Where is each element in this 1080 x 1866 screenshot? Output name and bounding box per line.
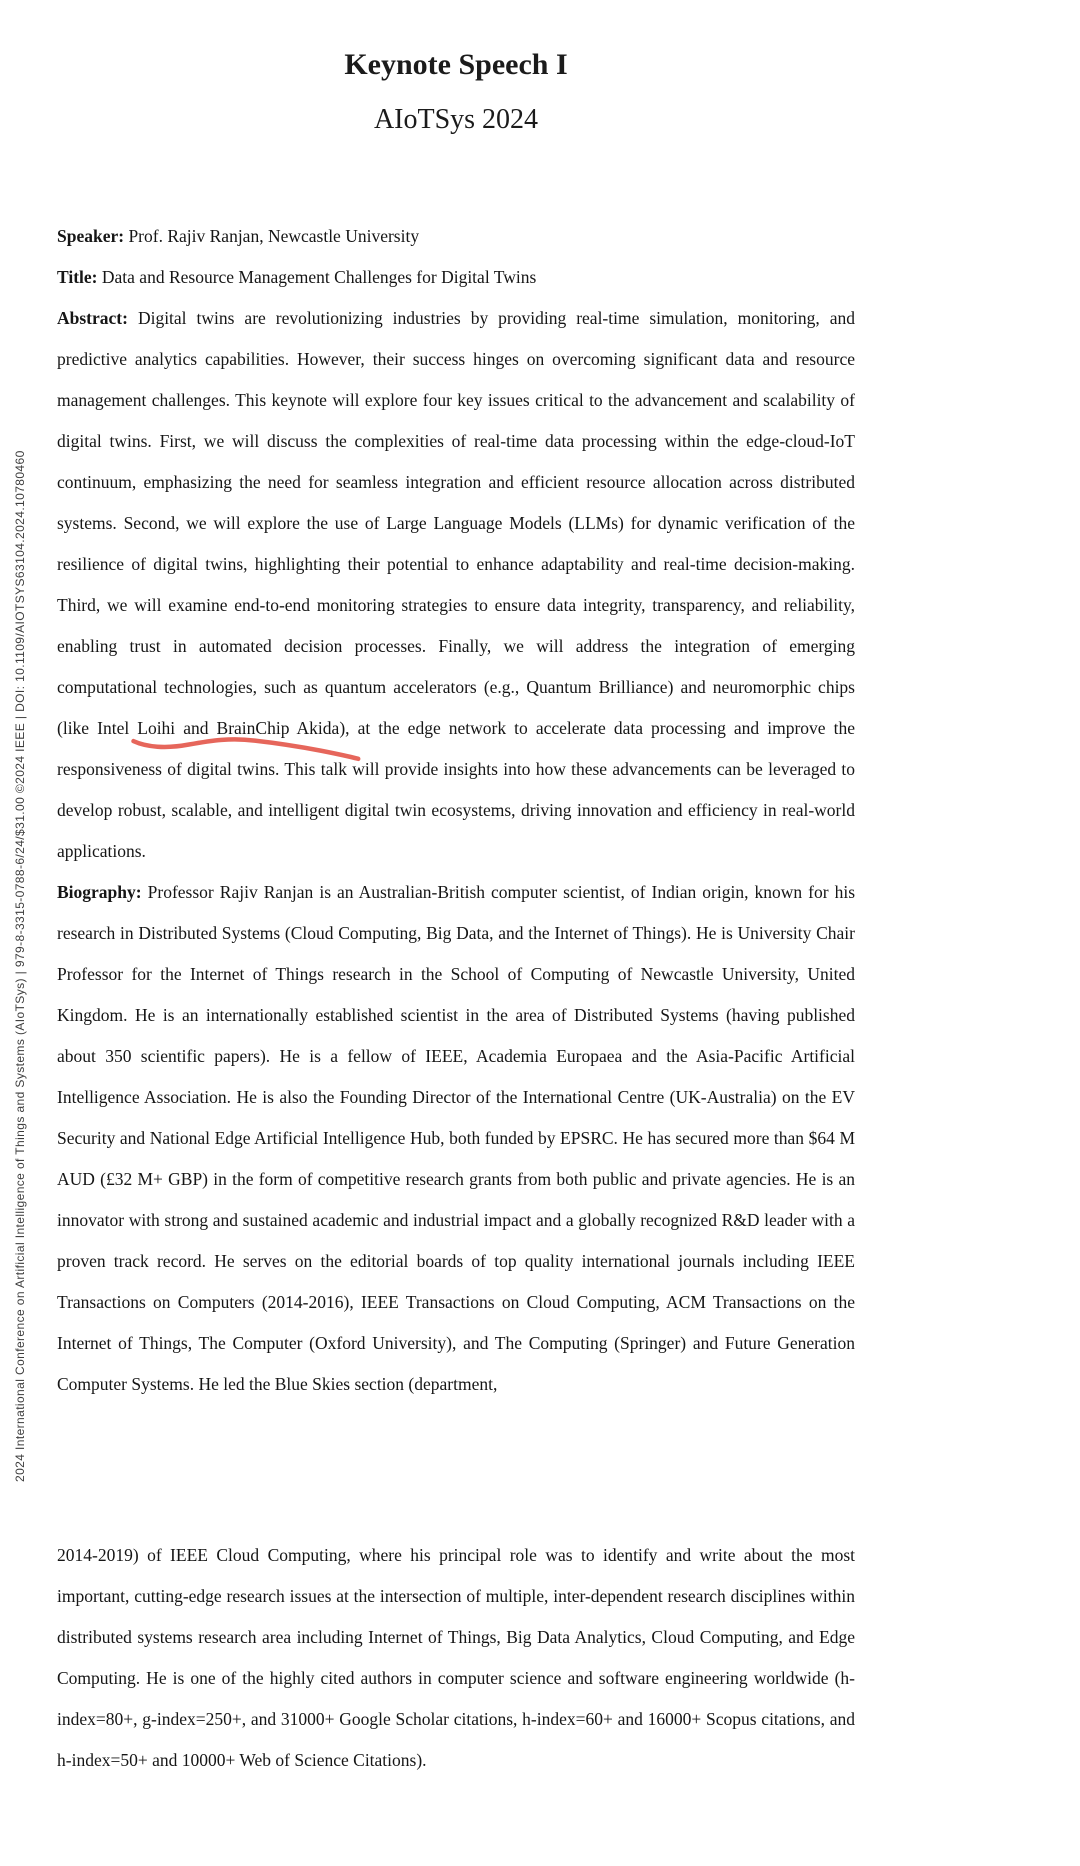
biography-label: Biography: [57,882,142,902]
talk-title-value: Data and Resource Management Challenges for Digital Twins [101,267,537,287]
marked-text: Loihi and BrainChip Akida [137,718,340,738]
red-underline-annotation-icon [131,735,363,761]
copyright-doi-sidebar: 2024 International Conference on Artificial Intelligence of Things and Systems (AIoTSys) | 979-8-3315-0788-6/24/$31.00 ©2024 IEEE | DOI: 10.1109/AIOTSYS63104.2024.10780460 [13,450,27,1482]
biography-paragraph [57,872,855,1405]
page-title: Keynote Speech I [344,48,568,81]
abstract-paragraph [57,298,855,872]
red-underlined-phrase [137,718,339,738]
page-subtitle: AIoTSys 2024 [373,104,539,135]
page-content [57,0,855,1781]
biography-text-page1: Professor Rajiv Ranjan is an Australian-British computer scientist, of Indian origin, known for his research in Distributed Systems (Cloud Computing, Big Data, and the Internet of Things). He is University Chair Professor for the Internet of Things research in the School of Computing of Newcastle University, United Kingdom. He is an internationally established scientist in the area of Distributed Systems (having published about 350 scientific papers). He is a fellow of IEEE, Academia Europaea and the Asia-Pacific Artificial Intelligence Association. He is also the Founding Director of the International Centre (UK-Australia) on the EV Security and National Edge Artificial Intelligence Hub, both funded by EPSRC. He has secured more than $64 M AUD (£32 M+ GBP) in the form of competitive research grants from both public and private agencies. He is an innovator with strong and sustained academic and industrial impact and a globally recognized R&D leader with a proven track record. He serves on the editorial boards of top quality international journals including IEEE Transactions on Computers (2014-2016), IEEE Transactions on Cloud Computing, ACM Transactions on the Internet of Things, The Computer (Oxford University), and The Computing (Springer) and Future Generation Computer Systems. He led the Blue Skies section (department, [57,882,856,1394]
talk-title-label: Title: [57,267,98,287]
biography-text-page2: 2014-2019) of IEEE Cloud Computing, where his principal role was to identify and write about the most important, cutting-edge research issues at the intersection of multiple, inter-dependent research disciplines within distributed systems research area including Internet of Things, Big Data Analytics, Cloud Computing, and Edge Computing. He is one of the highly cited authors in computer science and software engineering worldwide (h-index=80+, g-index=250+, and 31000+ Google Scholar citations, h-index=60+ and 16000+ Scopus citations, and h-index=50+ and 10000+ Web of Science Citations). [57,1545,855,1770]
talk-title-line [57,257,855,298]
biography-continuation-paragraph [57,1535,855,1781]
speaker-line [57,216,855,257]
abstract-text-after: ), at the edge network to accelerate data processing and improve the responsiveness of digital twins. This talk will provide insights into how these advancements can be leveraged to develop robust, scalable, and intelligent digital twin ecosystems, driving innovation and efficiency in real-world applications. [57,718,855,861]
speaker-value: Prof. Rajiv Ranjan, Newcastle University [128,226,420,246]
abstract-text-before: Digital twins are revolutionizing industries by providing real-time simulation, monitoring, and predictive analytics capabilities. However, their success hinges on overcoming significant data and resource management challenges. This keynote will explore four key issues critical to the advancement and scalability of digital twins. First, we will discuss the complexities of real-time data processing within the edge-cloud-IoT continuum, emphasizing the need for seamless integration and efficient resource allocation across distributed systems. Second, we will explore the use of Large Language Models (LLMs) for dynamic verification of the resilience of digital twins, highlighting their potential to enhance adaptability and real-time decision-making. Third, we will examine end-to-end monitoring strategies to ensure data integrity, transparency, and reliability, enabling trust in automated decision processes. Finally, we will address the integration of emerging computational technologies, such as quantum accelerators (e.g., Quantum Brilliance) and neuromorphic chips (like Intel [57,308,855,738]
abstract-label: Abstract: [57,308,128,328]
speaker-label: Speaker: [57,226,125,246]
